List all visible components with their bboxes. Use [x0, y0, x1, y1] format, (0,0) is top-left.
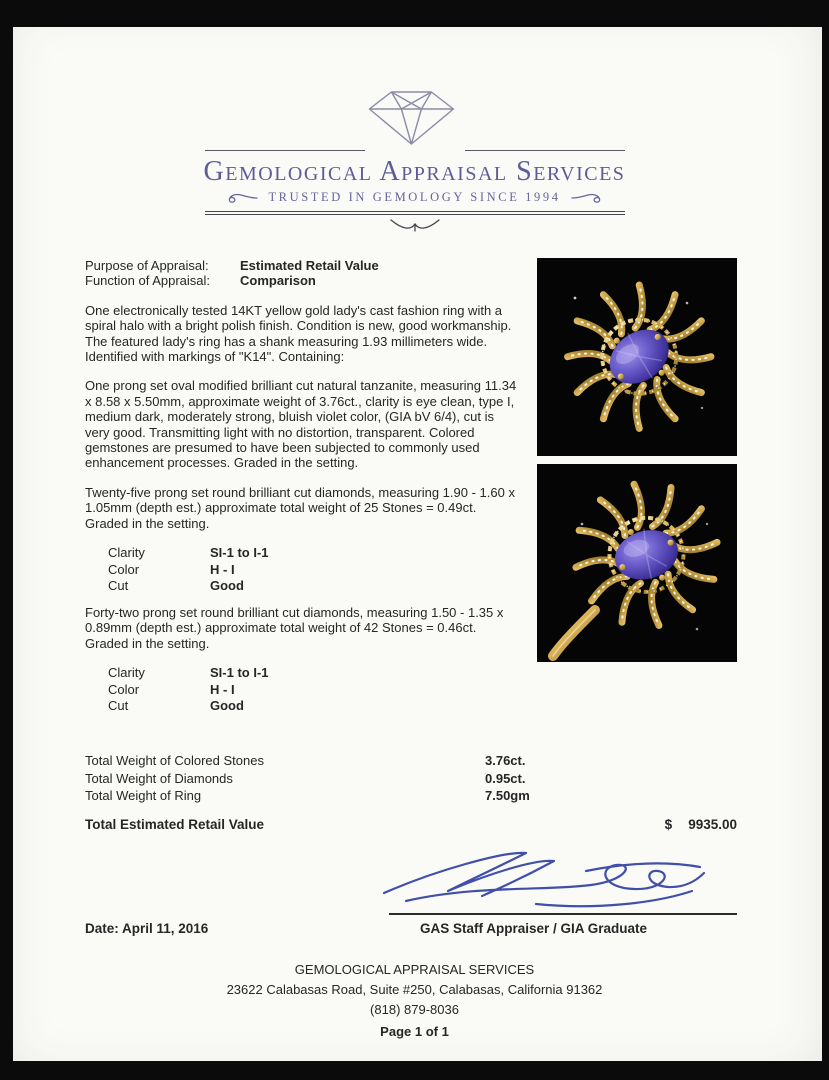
footer-company: GEMOLOGICAL APPRAISAL SERVICES: [294, 962, 535, 977]
grading-row: [108, 545, 521, 562]
signature-line: [389, 913, 737, 915]
appraiser-signature: [376, 841, 708, 915]
paragraph-ring-description: One electronically tested 14KT yellow gold lady's cast fashion ring with a spiral halo with a bright polish finish. Condition is new, good workmanship. The featured lady's ring has a shank measuring 1.93 millimeters wide. Identified with markings of "K14". Containing:: [85, 302, 512, 365]
appraiser-title: GAS Staff Appraiser / GIA Graduate: [420, 921, 648, 936]
total-ring-weight-row: [85, 787, 737, 805]
page-number: Page 1 of 1: [380, 1024, 449, 1039]
retail-amount: [665, 817, 737, 832]
paragraph-diamonds-25: Twenty-five prong set round brilliant cut diamonds, measuring 1.90 - 1.60 x 1.05mm (depth est.) approximate total weight of 25 Stones = 0.49ct. Graded in the setting.: [85, 484, 515, 531]
cut-label: Cut: [108, 698, 129, 714]
function-value: Comparison: [240, 273, 316, 289]
footer-phone: (818) 879-8036: [370, 1002, 459, 1017]
total-label: Total Weight of Diamonds: [85, 770, 233, 786]
footer-address: 23622 Calabasas Road, Suite #250, Calabasas, California 91362: [226, 982, 603, 997]
header-bottom-flourish-icon: [387, 216, 443, 234]
total-value: 0.95ct.: [485, 770, 526, 786]
total-label: Total Weight of Colored Stones: [85, 753, 264, 768]
grading-table-2: [108, 665, 737, 715]
diamond-logo-icon: [351, 86, 471, 148]
color-label: Color: [108, 561, 140, 577]
retail-value: 9935.00: [688, 817, 737, 832]
grading-row: [108, 698, 737, 715]
clarity-value: SI-1 to I-1: [210, 665, 269, 681]
grading-row: [108, 665, 521, 682]
color-value: H - I: [210, 681, 235, 697]
appraisal-body: [85, 258, 737, 725]
header-double-rule: [205, 211, 625, 215]
function-label: Function of Appraisal:: [85, 273, 211, 289]
purpose-value: Estimated Retail Value: [240, 258, 379, 273]
totals-section: [85, 752, 737, 805]
total-value: 3.76ct.: [485, 753, 526, 768]
grading-row: [108, 682, 737, 699]
retail-value-label: Total Estimated Retail Value: [85, 817, 265, 832]
company-title: Gemological Appraisal Services: [203, 156, 626, 187]
cut-value: Good: [210, 578, 244, 594]
header-rule-left: [205, 150, 365, 151]
paragraph-tanzanite-description: One prong set oval modified brilliant cut natural tanzanite, measuring 11.34 x 8.58 x 5.50mm, approximate weight of 3.76ct., clarity is eye clean, type I, medium dark, moderately strong, bluish violet color, (GIA bV 6/4), cut is very good. Transmitting light with no distortion, transparent. Colored gemstones are presumed to have been subjected to commonly used enhancement processes. Graded in the setting.: [85, 378, 517, 471]
photo-column: [537, 258, 737, 662]
purpose-label: Purpose of Appraisal:: [85, 258, 209, 273]
color-value: H - I: [210, 561, 235, 577]
scan-edge-bottom: [0, 1061, 829, 1080]
tagline-row: [0, 190, 829, 205]
total-colored-stones-row: [85, 752, 737, 770]
header-rule-right: [465, 150, 625, 151]
appraisal-date: Date: April 11, 2016: [85, 921, 209, 936]
scan-edge-right: [822, 0, 829, 1080]
function-row: [85, 273, 521, 288]
scan-edge-left: [0, 0, 13, 1080]
clarity-value: SI-1 to I-1: [210, 545, 269, 561]
document-footer: [0, 960, 829, 1042]
total-label: Total Weight of Ring: [85, 788, 202, 804]
grading-row: [108, 562, 521, 579]
color-label: Color: [108, 681, 140, 697]
total-diamonds-row: [85, 770, 737, 788]
grading-row: [108, 578, 521, 595]
paragraph-diamonds-42: Forty-two prong set round brilliant cut diamonds, measuring 1.50 - 1.35 x 0.89mm (depth est.) approximate total weight of 42 Stones = 0.46ct. Graded in the setting.: [85, 604, 504, 651]
company-tagline: TRUSTED IN GEMOLOGY SINCE 1994: [268, 190, 561, 204]
ring-photo-bottom: [537, 464, 737, 662]
flourish-right-icon: [571, 191, 605, 205]
total-value: 7.50gm: [485, 788, 530, 804]
clarity-label: Clarity: [108, 545, 145, 561]
flourish-left-icon: [224, 191, 258, 205]
cut-label: Cut: [108, 578, 129, 594]
cut-value: Good: [210, 698, 244, 714]
purpose-row: [85, 258, 521, 273]
ring-photo-top: [537, 258, 737, 456]
scan-edge-top: [0, 0, 829, 27]
clarity-label: Clarity: [108, 665, 145, 681]
currency-symbol: $: [664, 817, 673, 832]
estimated-retail-value-row: [85, 817, 737, 832]
